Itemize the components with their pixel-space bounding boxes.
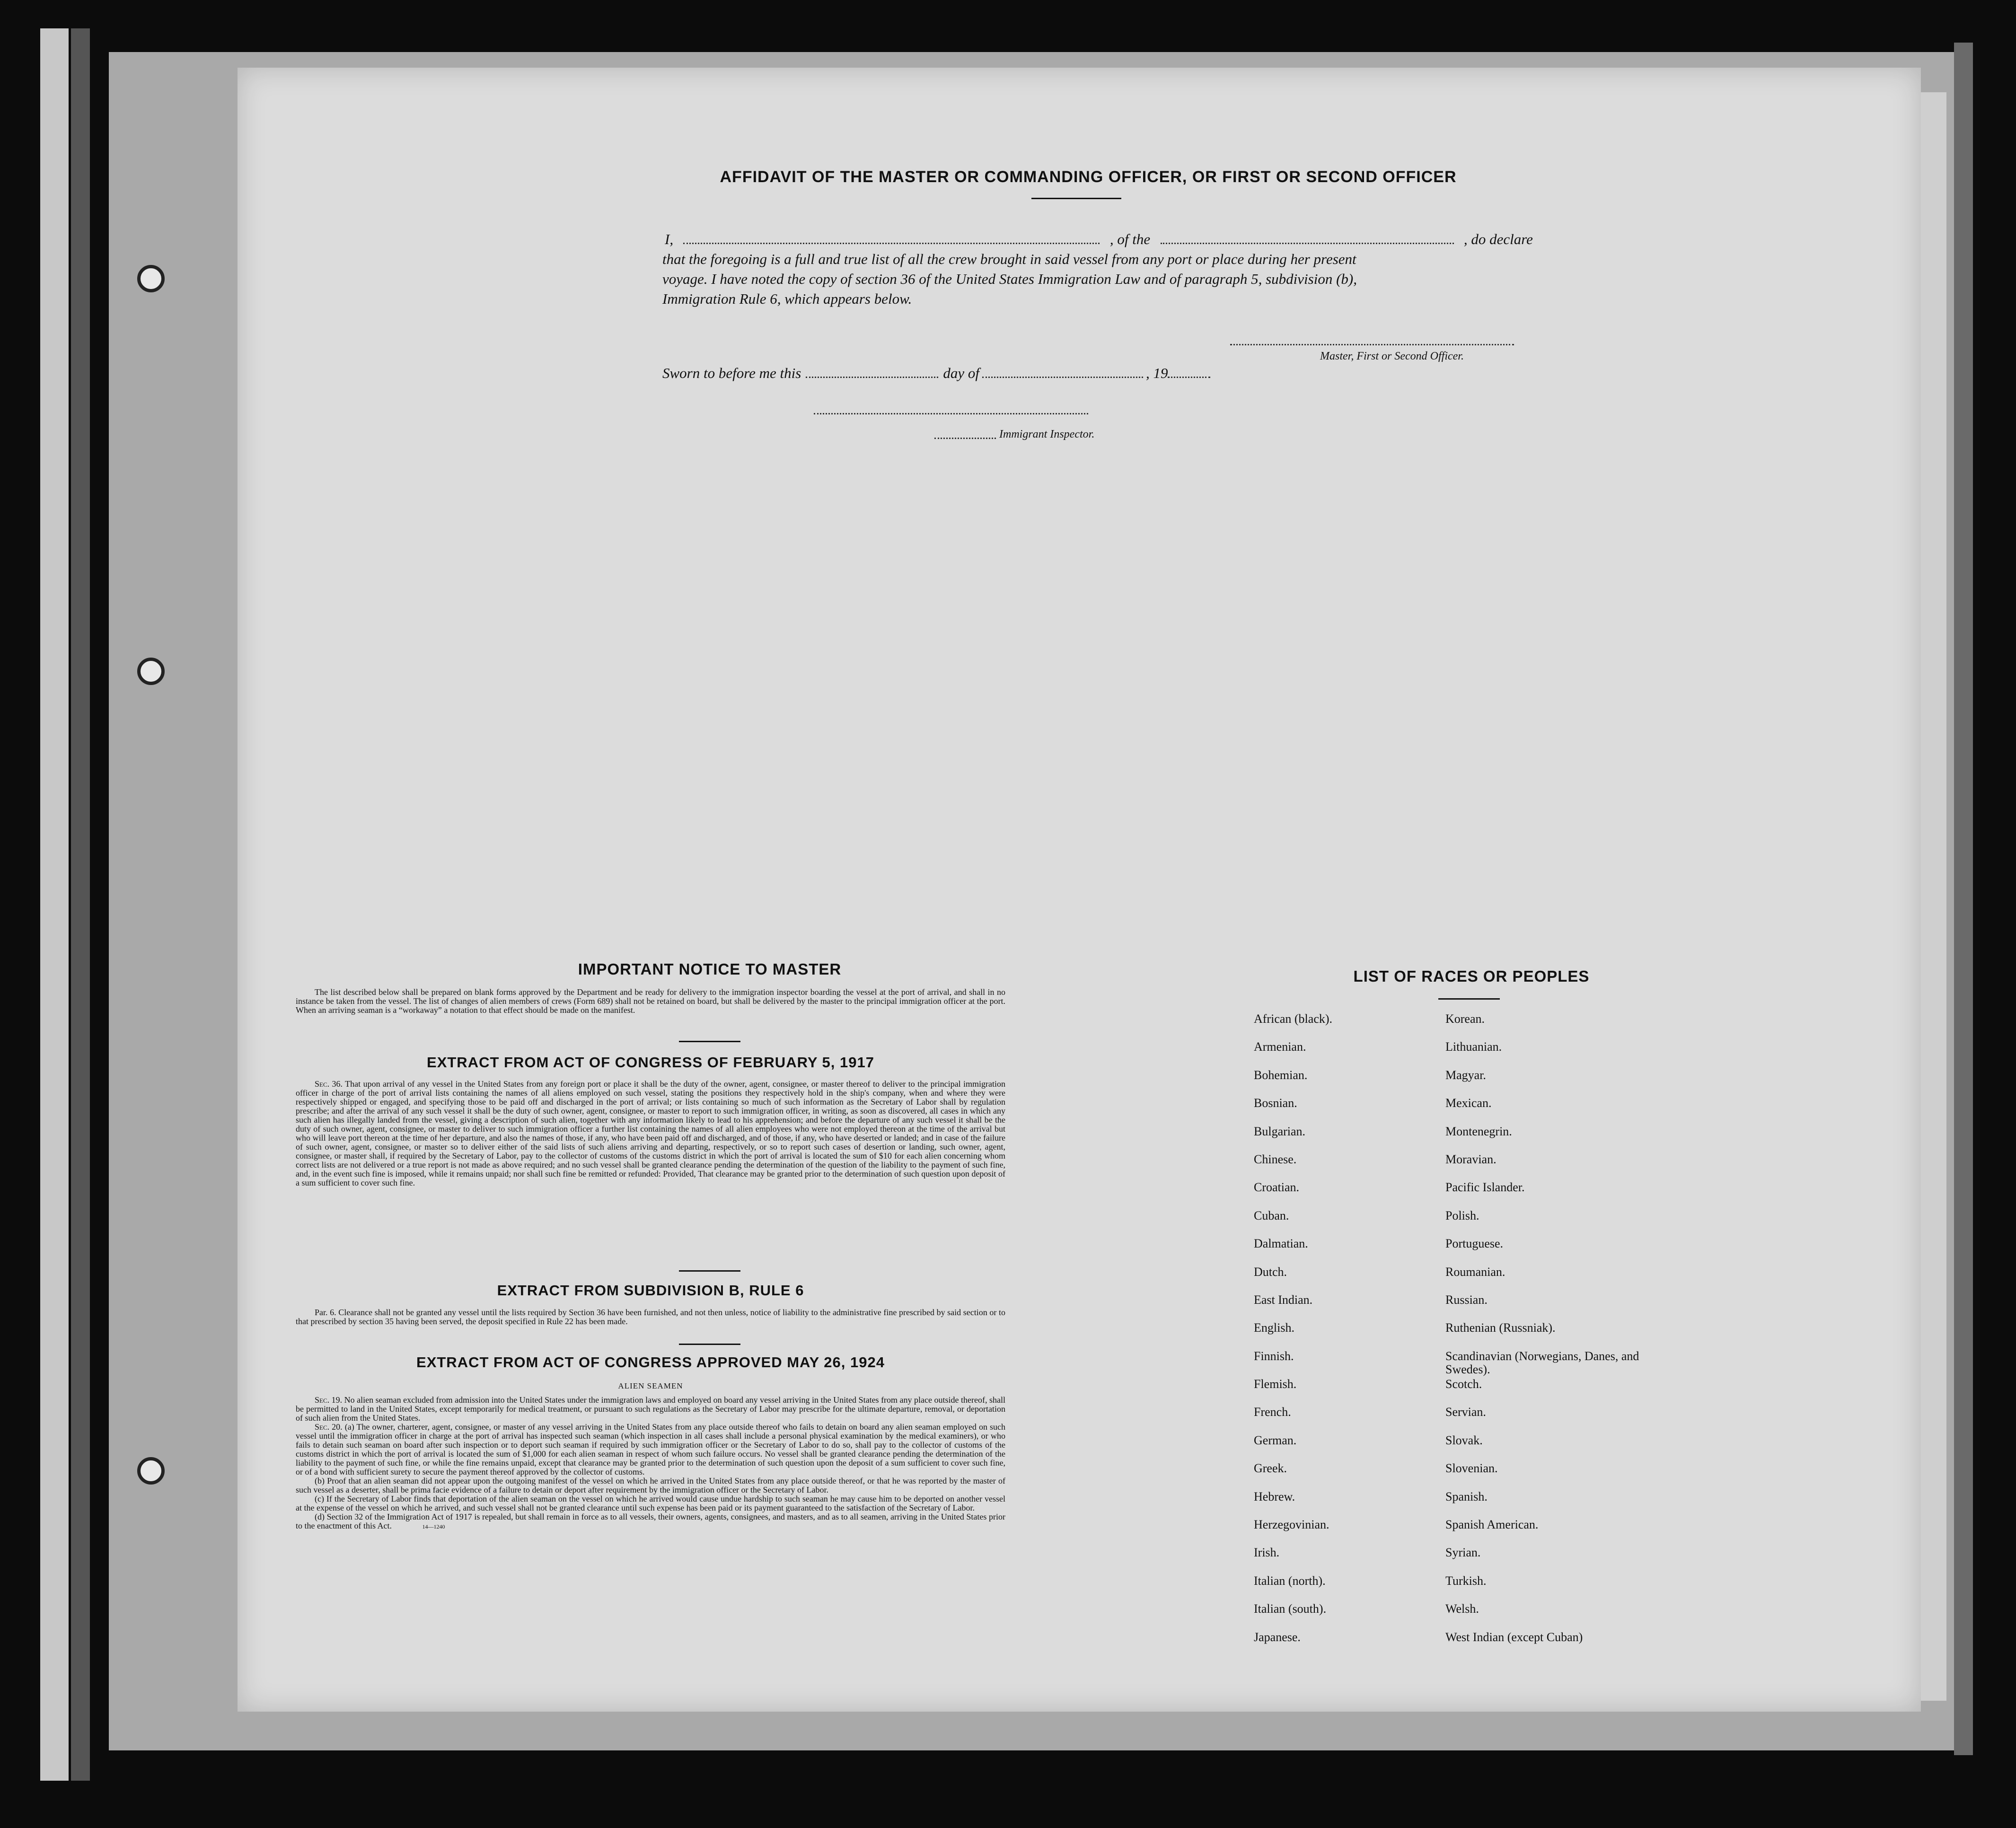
year-prefix: , 19 [1145, 365, 1168, 381]
sec19-label: Sec. 19. [315, 1395, 343, 1405]
sec20c-text: (c) If the Secretary of Labor finds that deportation of the alien seaman on the vessel on which he arrived would cause undue hardship to such seaman he may cause him to be deported on another vessel at the expense of the vessel on which he arrived, and such vessel shall not be granted clearance until such expense has been paid or its payment guaranteed to the satisfaction of the Secretary of Labor. [296, 1494, 1005, 1512]
race-item: Montenegrin. [1445, 1124, 1512, 1138]
extract-1917-title: EXTRACT FROM ACT OF CONGRESS OF FEBRUARY 5, 1917 [427, 1054, 874, 1071]
affidavit-body [662, 229, 1533, 309]
notice-paragraph: The list described below shall be prepared on blank forms approved by the Department and be ready for delivery to the immigration inspector boarding the vessel at the port of arrival, and shall in no instance be taken from the vessel. The list of changes of alien members of crews (Form 689) shall not be retained on board, but shall be delivered by the master to the principal immigration officer at the port. When an arriving seaman is a “workaway” a notation to that effect should be made on the manifest. [296, 987, 1005, 1015]
race-item: Welsh. [1445, 1602, 1479, 1616]
binder-hole [137, 265, 165, 292]
affidavit-of-the: , of the [1109, 231, 1151, 247]
extract-1924-title: EXTRACT FROM ACT OF CONGRESS APPROVED MAY 26, 1924 [416, 1354, 885, 1371]
race-item: Mexican. [1445, 1096, 1492, 1110]
extract-rule6-title: EXTRACT FROM SUBDIVISION B, RULE 6 [497, 1282, 804, 1299]
races-title: LIST OF RACES OR PEOPLES [1353, 967, 1590, 985]
race-item: Cuban. [1254, 1208, 1289, 1222]
race-item: Finnish. [1254, 1349, 1294, 1363]
affidavit-line2: that the foregoing is a full and true list of all the crew brought in said vessel from any port or place during her present [662, 251, 1356, 267]
backing-edge [1954, 43, 1973, 1755]
sec20-label: Sec. 20. [315, 1422, 343, 1432]
year-blank[interactable] [1168, 365, 1210, 378]
race-item: Spanish. [1445, 1489, 1488, 1503]
race-item: Hebrew. [1254, 1489, 1295, 1503]
film-edge-left [40, 28, 69, 1781]
race-item: Syrian. [1445, 1546, 1481, 1560]
affidavit-title: AFFIDAVIT OF THE MASTER OR COMMANDING OFFICER, OR FIRST OR SECOND OFFICER [720, 168, 1457, 186]
race-item: Bosnian. [1254, 1096, 1297, 1110]
day-of-text: day of [943, 365, 979, 381]
master-label: Master, First or Second Officer. [1320, 350, 1464, 362]
race-item: Greek. [1254, 1461, 1287, 1476]
race-item: Russian. [1445, 1292, 1488, 1307]
race-item: Bohemian. [1254, 1068, 1308, 1082]
races-rule [1438, 998, 1500, 1000]
day-blank[interactable] [806, 365, 938, 378]
sworn-text: Sworn to before me this [662, 365, 801, 381]
race-item: Lithuanian. [1445, 1040, 1502, 1054]
title-rule [1031, 198, 1121, 199]
form-number: 14—1240 [422, 1523, 445, 1530]
race-item: French. [1254, 1405, 1291, 1419]
races-list-left [1254, 1012, 1453, 1659]
race-item: Japanese. [1254, 1630, 1301, 1644]
race-item: English. [1254, 1321, 1294, 1335]
race-item: Moravian. [1445, 1152, 1497, 1166]
race-item: Magyar. [1445, 1068, 1486, 1082]
race-item: Chinese. [1254, 1152, 1297, 1166]
race-item: Roumanian. [1445, 1265, 1505, 1279]
race-item: Dutch. [1254, 1265, 1287, 1279]
race-item: Italian (south). [1254, 1602, 1327, 1616]
race-item: African (black). [1254, 1012, 1333, 1026]
rule6-paragraph: Par. 6. Clearance shall not be granted any vessel until the lists required by Section 36 have been furnished, and not then unless, notice of liability to the administrative fine prescribed by said section or to that prescribed by section 35 having been served, the deposit specified in Rule 22 has been made. [296, 1308, 1005, 1326]
name-blank[interactable] [683, 231, 1100, 244]
race-item: Slovenian. [1445, 1461, 1498, 1476]
binder-hole [137, 1457, 165, 1485]
race-item: Dalmatian. [1254, 1237, 1308, 1251]
sec36-label: Sec. 36. [315, 1079, 343, 1089]
race-item: Ruthenian (Russniak). [1445, 1321, 1556, 1335]
master-signature-line[interactable] [1230, 344, 1514, 345]
race-item: Servian. [1445, 1405, 1486, 1419]
extract-rule6-text [296, 1308, 1005, 1326]
race-item: Croatian. [1254, 1180, 1300, 1195]
section-rule [679, 1270, 740, 1272]
notice-title: IMPORTANT NOTICE TO MASTER [578, 960, 842, 978]
inspector-leader [934, 438, 996, 439]
race-item: Spanish American. [1445, 1518, 1539, 1532]
races-list-right [1445, 1012, 1644, 1659]
race-item: Herzegovinian. [1254, 1518, 1329, 1532]
inspector-label: Immigrant Inspector. [999, 428, 1095, 440]
month-blank[interactable] [982, 365, 1143, 378]
film-edge-inner [71, 28, 90, 1781]
race-item: Pacific Islander. [1445, 1180, 1525, 1195]
race-item: Slovak. [1445, 1433, 1483, 1447]
extract-1924-text [296, 1396, 1005, 1531]
race-item: Italian (north). [1254, 1573, 1326, 1588]
affidavit-line4: Immigration Rule 6, which appears below. [662, 290, 912, 307]
race-item: Korean. [1445, 1012, 1485, 1026]
race-item: West Indian (except Cuban) [1445, 1630, 1583, 1644]
affidavit-declare: , do declare [1463, 231, 1533, 247]
affidavit-line3: voyage. I have noted the copy of section 36 of the United States Immigration Law and of paragraph 5, subdivision (b), [662, 271, 1357, 287]
vessel-blank[interactable] [1161, 231, 1454, 244]
notice-text [296, 988, 1005, 1015]
race-item: Bulgarian. [1254, 1124, 1306, 1138]
section-rule [679, 1344, 740, 1345]
sworn-line [662, 363, 1277, 383]
race-item: Turkish. [1445, 1573, 1487, 1588]
race-item: German. [1254, 1433, 1297, 1447]
section-rule [679, 1041, 740, 1042]
race-item: Polish. [1445, 1208, 1479, 1222]
alien-seamen-subtitle: ALIEN SEAMEN [618, 1381, 683, 1390]
race-item: Armenian. [1254, 1040, 1306, 1054]
race-item: East Indian. [1254, 1292, 1313, 1307]
extract-1917-text [296, 1080, 1005, 1187]
inspector-signature-line[interactable] [814, 413, 1088, 414]
sec20b-text: (b) Proof that an alien seaman did not appear upon the outgoing manifest of the vessel on which he arrived in the United States from any place outside thereof, or that he was reported by the master of such vessel as a deserter, shall be prima facie evidence of a failure to detain or deport after requirement by the immigration officer or the Secretary of Labor. [296, 1476, 1005, 1494]
sec36-text: That upon arrival of any vessel in the United States from any foreign port or place it shall be the duty of the owner, agent, consignee, or master thereof to deliver to the principal immigration officer in charge of the port of arrival lists containing the names of all aliens employed on such vessel, stating the positions they respectively hold in the ship's company, when and where they were respectively shipped or engaged, and specifying those to be paid off and discharged in the port of arrival; or lists containing so much of such information as the Secretary of Labor shall by regulation prescribe; and after the arrival of any such vessel it shall be the duty of such owner, agent, consignee, or master to report to such immigration officer, in writing, as soon as discovered, all cases in which any such alien has illegally landed from the vessel, giving a description of such alien, together with any information likely to lead to his apprehension; and before the departure of any such vessel it shall be the duty of such owner, agent, consignee, or master to deliver to such immigration officer a further list containing the names of all alien employees who were not employed thereon at the time of the arrival but who will leave port thereon at the time of her departure, and also the names of those, if any, who have been paid off and discharged, and of those, if any, who have deserted or landed; and in case of the failure of such owner, agent, consignee, or master so to deliver either of the said lists of such aliens arriving and departing, respectively, or so to report such cases of desertion or landing, such owner, agent, consignee, or master shall, if required by the Secretary of Labor, pay to the collector of customs of the customs district in which the port of arrival is located the sum of $10 for each alien concerning whom correct lists are not delivered or a true report is not made as above required; and no such vessel shall be granted clearance pending the determination of the question of the liability to the payment of such fine, and, in the event such fine is imposed, while it remains unpaid; nor shall such fine be remitted or refunded: Provided, That clearance may be granted prior to the determination of such question upon deposit of a sum sufficient to cover such fine. [296, 1079, 1006, 1187]
sec19-text: No alien seaman excluded from admission into the United States under the immigration laws and employed on board any vessel arriving in the United States from any place outside thereof, shall be permitted to land in the United States, except temporarily for medical treatment, or pursuant to such regulations as the Secretary of Labor may prescribe for the ultimate departure, removal, or deportation of such alien from the United States. [296, 1395, 1006, 1423]
race-item: Portuguese. [1445, 1237, 1504, 1251]
binder-hole [137, 658, 165, 685]
sec20d-text: (d) Section 32 of the Immigration Act of 1917 is repealed, but shall remain in force as to all vessels, their owners, agents, consignees, and masters, and as to all seamen, arriving in the United States prior to the enactment of this Act. [296, 1512, 1005, 1530]
race-item: Scandinavian (Norwegians, Danes, and Swedes). [1445, 1349, 1639, 1376]
affidavit-i: I, [665, 231, 674, 247]
sec20a-text: (a) The owner, charterer, agent, consignee, or master of any vessel arriving in the United States from any place outside thereof who fails to detain on board any alien seaman employed on such vessel until the immigration officer in charge at the port of arrival has inspected such seaman (which inspection in all cases shall include a personal physical examination by the medical examiners), or who fails to detain such seaman on board after such inspection or to deport such seaman if required by such immigration officer or the Secretary of Labor to do so, shall pay to the collector of customs of the customs district in which the port of arrival is located the sum of $1,000 for each alien seaman in respect of whom such failure occurs. No vessel shall be granted clearance pending the determination of the liability to the payment of such fine, or while the fine remains unpaid, except that clearance may be granted prior to the determination of such question upon the deposit of a sum sufficient to cover such fine, or of a bond with sufficient surety to secure the payment thereof approved by the collector of customs. [296, 1422, 1006, 1476]
race-item: Flemish. [1254, 1377, 1297, 1391]
race-item: Scotch. [1445, 1377, 1482, 1391]
race-item: Irish. [1254, 1546, 1280, 1560]
